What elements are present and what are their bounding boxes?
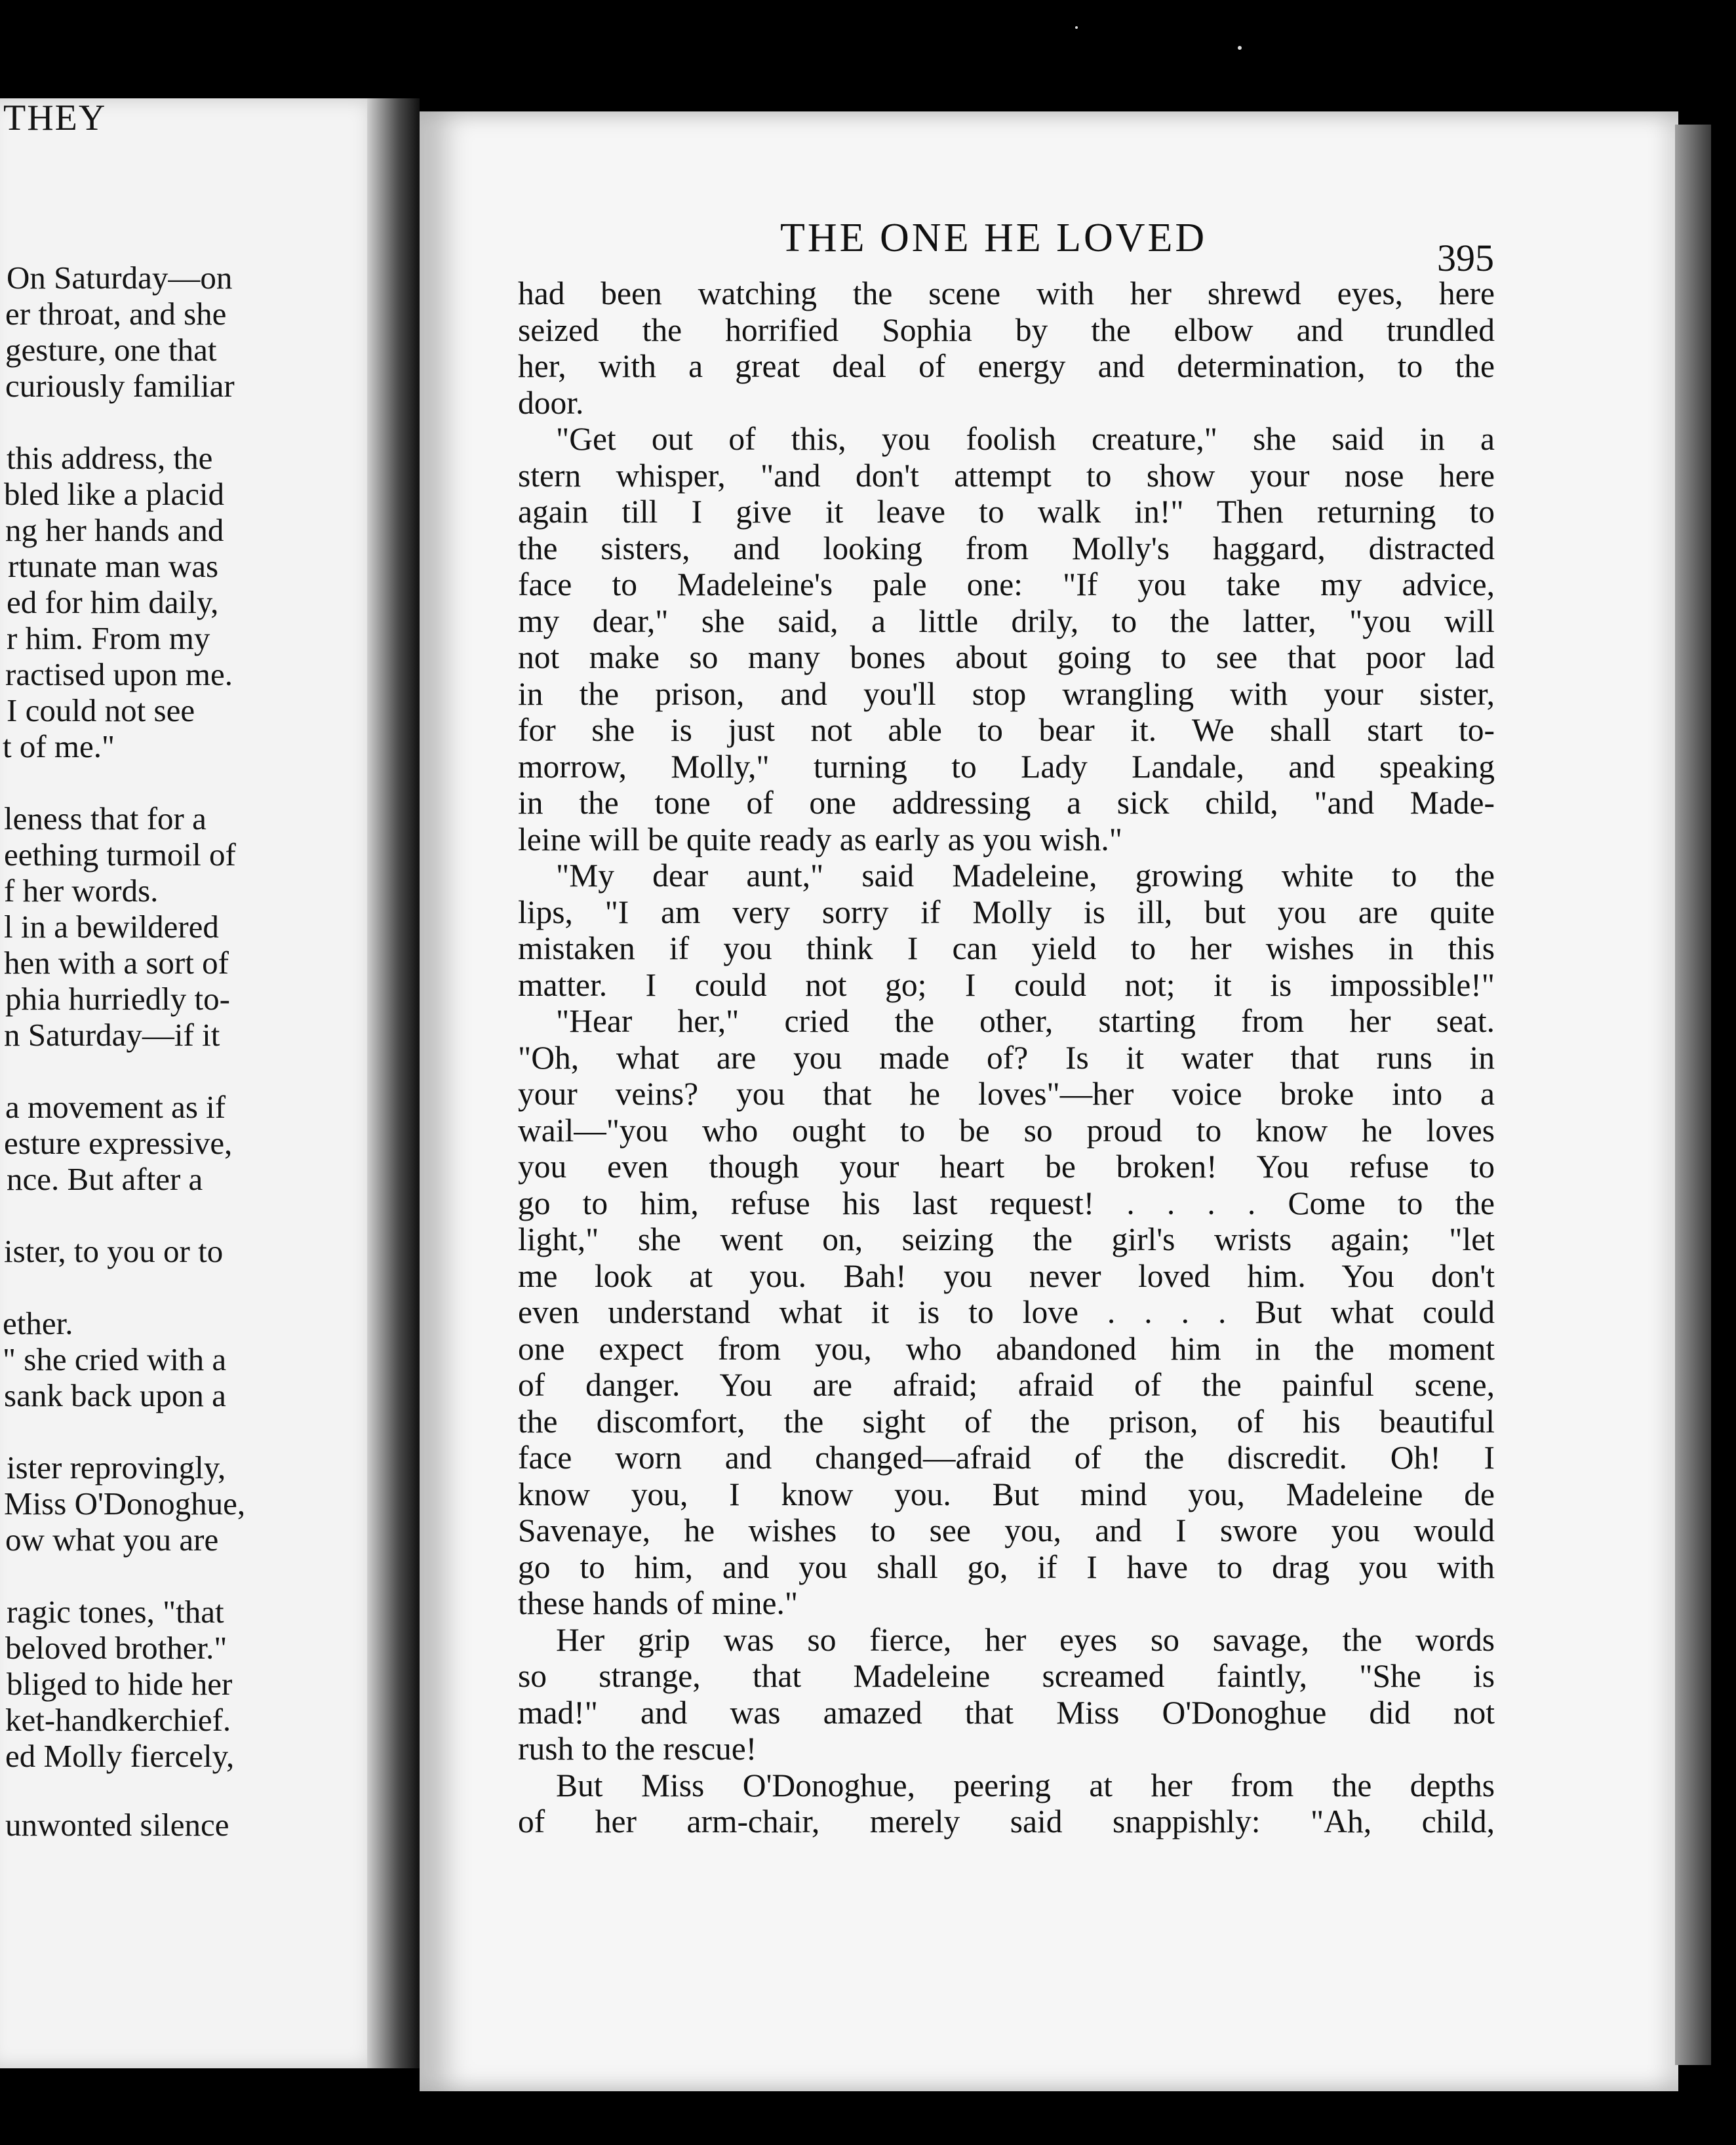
left-page-header: THEY [3,98,107,138]
left-page-line: nce. But after a [7,1161,203,1197]
text-line: go to him, refuse his last request! . . . . Come to the [518,1185,1495,1221]
text-line: of danger. You are afraid; afraid of the painful scene, [518,1367,1495,1403]
body-text [518,275,1495,1840]
text-line: morrow, Molly," turning to Lady Landale, and speaking [518,748,1495,785]
left-page-line: rtunate man was [8,548,219,584]
left-page-line: t of me." [3,728,115,764]
left-page-line: ow what you are [5,1522,219,1558]
text-line: rush to the rescue! [518,1731,757,1767]
text-line: "Oh, what are you made of? Is it water that runs in [518,1039,1495,1076]
text-line: had been watching the scene with her shrewd eyes, here [518,275,1495,311]
left-page-line: ractised upon me. [5,656,233,692]
left-page-line: l in a bewildered [4,909,219,945]
text-line: matter. I could not go; I could not; it is impossible!" [518,966,1495,1003]
left-page-line: er throat, and she [5,296,227,332]
text-line: Savenaye, he wishes to see you, and I swore you would [518,1512,1495,1548]
text-line: go to him, and you shall go, if I have to drag you with [518,1548,1495,1585]
text-line: Her grip was so fierce, her eyes so savage, the words [556,1621,1495,1658]
text-line: one expect from you, who abandoned him in the moment [518,1330,1495,1367]
text-line: know you, I know you. But mind you, Madeleine de [518,1476,1495,1512]
left-page-line: f her words. [4,873,159,909]
text-line: light," she went on, seizing the girl's wrists again; "let [518,1221,1495,1257]
text-line: her, with a great deal of energy and determination, to the [518,348,1495,384]
text-line: stern whisper, "and don't attempt to show your nose here [518,457,1495,494]
left-page-line: On Saturday—on [7,260,233,296]
text-line: these hands of mine." [518,1585,799,1621]
left-page-line: Miss O'Donoghue, [4,1486,246,1522]
text-line: so strange, that Madeleine screamed faintly, "She is [518,1658,1495,1694]
left-page-line: ragic tones, "that [7,1594,224,1630]
text-line: in the prison, and you'll stop wrangling with your sister, [518,675,1495,712]
left-page-line: ister reprovingly, [7,1449,226,1486]
dust-speck [1075,26,1078,29]
page-edge [1675,125,1711,2065]
left-page-line: eething turmoil of [4,836,236,873]
left-page-line: n Saturday—if it [4,1017,220,1053]
text-line: mistaken if you think I can yield to her wishes in this [518,930,1495,966]
text-line: again till I give it leave to walk in!" Then returning to [518,494,1495,530]
text-line: even understand what it is to love . . . . But what could [518,1294,1495,1330]
running-head: THE ONE HE LOVED [780,216,1208,260]
text-line: leine will be quite ready as early as you wish." [518,821,1122,857]
dust-speck [1238,46,1242,50]
left-page-line: ket-handkerchief. [5,1702,231,1738]
text-line: door. [518,384,584,421]
left-page-line: gesture, one that [5,332,217,368]
left-page-line: bliged to hide her [7,1666,233,1702]
left-page-line: " she cried with a [3,1341,227,1377]
book-gutter [367,98,420,2068]
left-page-line: curiously familiar [5,368,235,404]
text-line: you even though your heart be broken! You refuse to [518,1149,1495,1185]
left-page-line: bled like a placid [4,476,225,512]
text-line: face worn and changed—afraid of the discredit. Oh! I [518,1440,1495,1476]
text-line: in the tone of one addressing a sick child, "and Made- [518,785,1495,821]
text-line: face to Madeleine's pale one: "If you take my advice, [518,566,1495,602]
left-page-line: esture expressive, [4,1125,233,1161]
text-line: your veins? you that he loves"—her voice broke into a [518,1076,1495,1112]
text-line: for she is just not able to bear it. We shall start to- [518,712,1495,748]
left-page-line: r him. From my [7,620,210,656]
text-line: mad!" and was amazed that Miss O'Donoghue did not [518,1694,1495,1731]
left-page-line: hen with a sort of [4,945,229,981]
left-page-line: a movement as if [5,1089,226,1125]
text-line: not make so many bones about going to see that poor lad [518,639,1495,675]
left-page-line: leness that for a [4,800,207,836]
page-number: 395 [1437,237,1494,279]
text-line: my dear," she said, a little drily, to the latter, "you will [518,602,1495,639]
text-line: the sisters, and looking from Molly's haggard, distracted [518,530,1495,566]
text-line: "Hear her," cried the other, starting from her seat. [556,1003,1495,1039]
left-page-line: this address, the [7,440,213,476]
text-line: of her arm-chair, merely said snappishly: "Ah, child, [518,1803,1495,1840]
left-page-line: unwonted silence [5,1807,229,1843]
left-page-line: ister, to you or to [4,1233,224,1269]
left-page-line: phia hurriedly to- [5,981,230,1017]
left-page-line: sank back upon a [4,1377,226,1413]
left-page-line: I could not see [7,692,195,728]
text-line: wail—"you who ought to be so proud to know he loves [518,1112,1495,1149]
text-line: the discomfort, the sight of the prison, of his beautiful [518,1403,1495,1440]
text-line: lips, "I am very sorry if Molly is ill, but you are quite [518,894,1495,930]
text-line: me look at you. Bah! you never loved him. You don't [518,1257,1495,1294]
left-page-line: ng her hands and [5,512,224,548]
text-line: But Miss O'Donoghue, peering at her from the depths [556,1767,1495,1803]
text-line: seized the horrified Sophia by the elbow and trundled [518,311,1495,348]
left-page-line: ether. [3,1305,73,1341]
text-line: "Get out of this, you foolish creature," she said in a [556,421,1495,457]
left-page-line: ed for him daily, [7,584,219,620]
text-line: "My dear aunt," said Madeleine, growing white to the [556,857,1495,894]
left-page-line: beloved brother." [5,1630,227,1666]
left-page-line: ed Molly fiercely, [5,1738,235,1774]
